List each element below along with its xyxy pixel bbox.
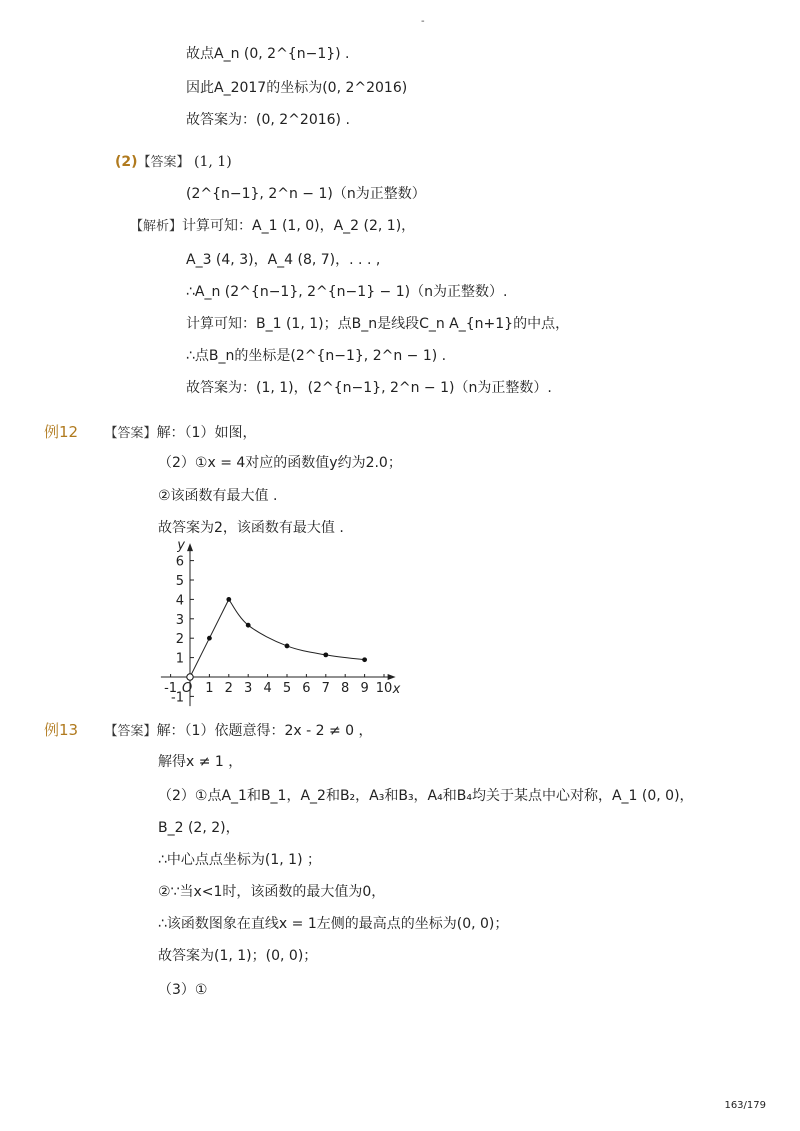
part1-line2: 因此A_2017的坐标为(0, 2^2016) — [186, 80, 408, 96]
data-point — [323, 652, 328, 657]
x-tick-label: 8 — [341, 681, 350, 696]
part2-answer1: (1, 1) — [194, 154, 232, 170]
ex13-heading — [44, 720, 373, 742]
ex13-line9: （3）① — [158, 982, 208, 998]
ex13-line3: （2）①点A_1和B_1，A_2和B₂，A₃和B₃，A₄和B₄均关于某点中心对称，A_1 (0, 0)， — [158, 788, 694, 804]
data-point — [285, 644, 290, 649]
analysis-line6: 故答案为：(1, 1)，(2^{n−1}, 2^n − 1)（n为正整数）. — [186, 380, 552, 396]
x-tick-label: 5 — [282, 681, 292, 696]
ex13-line8: 故答案为(1, 1)；(0, 0)； — [158, 948, 318, 964]
x-tick-label: 2 — [224, 681, 233, 696]
ex12-heading — [44, 422, 256, 444]
x-tick-label: 3 — [244, 681, 253, 696]
x-tick-label: -1 — [164, 681, 178, 696]
analysis-line5: ∴点B_n的坐标是(2^{n−1}, 2^n − 1) . — [186, 348, 447, 364]
data-point — [207, 636, 212, 641]
part2-number: (2) — [115, 154, 138, 170]
y-tick-label: 2 — [175, 632, 184, 648]
data-point — [246, 623, 251, 628]
answer-tag: 【答案】 — [137, 155, 190, 170]
ex13-label: 例13 — [44, 721, 79, 739]
ex13-line7: ∴该函数图象在直线x = 1左侧的最高点的坐标为(0, 0)； — [158, 916, 509, 932]
graph-curve — [229, 599, 365, 659]
analysis-line1 — [130, 216, 415, 237]
ex12-line1: 解：（1）如图， — [156, 425, 257, 441]
ex13-line6: ②∵当x<1时，该函数的最大值为0， — [158, 884, 386, 900]
ex12-line2: （2）①x = 4对应的函数值y约为2.0； — [158, 455, 402, 471]
x-tick-label: 9 — [360, 681, 369, 696]
x-axis-label: x — [392, 682, 401, 697]
part1-line3: 故答案为：(0, 2^2016) . — [186, 112, 350, 128]
origin-label: O — [182, 681, 193, 696]
analysis-tag: 【解析】 — [130, 219, 183, 234]
ex13-line4: B_2 (2, 2)， — [158, 820, 240, 836]
y-tick-label: 1 — [175, 651, 184, 667]
ex12-answer-tag: 【答案】 — [104, 426, 157, 441]
open-point — [187, 674, 193, 680]
function-graph — [150, 538, 415, 716]
analysis-text1: 计算可知：A_1 (1, 0)，A_2 (2, 1)， — [182, 218, 416, 234]
part2-heading — [115, 152, 232, 173]
x-tick-label: 1 — [205, 681, 214, 696]
ex13-line2: 解得x ≠ 1 ， — [158, 754, 243, 770]
part1-line1: 故点A_n (0, 2^{n−1}) . — [186, 46, 350, 62]
y-axis-arrow — [187, 543, 193, 551]
ex12-line3: ②该函数有最大值 . — [158, 488, 278, 504]
y-axis-label: y — [177, 538, 185, 554]
header-mark: - — [421, 16, 425, 27]
ex13-line5: ∴中心点点坐标为(1, 1) ； — [158, 852, 321, 868]
y-tick-label: -1 — [171, 690, 184, 706]
y-tick-label: 6 — [175, 554, 184, 570]
data-point — [226, 597, 231, 602]
y-tick-label: 5 — [175, 574, 184, 589]
ex12-line4: 故答案为2，该函数有最大值 . — [158, 520, 344, 536]
y-tick-label: 3 — [175, 612, 184, 628]
data-point — [362, 657, 367, 662]
ex13-line1: 解：（1）依题意得：2x - 2 ≠ 0 ， — [156, 723, 373, 739]
y-tick-label: 4 — [175, 593, 184, 609]
x-tick-label: 4 — [263, 681, 272, 696]
part2-answer2: (2^{n−1}, 2^n − 1)（n为正整数） — [186, 186, 426, 202]
analysis-line2: A_3 (4, 3)，A_4 (8, 7)，. . . , — [186, 252, 381, 268]
x-tick-label: 10 — [375, 681, 393, 696]
analysis-line3: ∴A_n (2^{n−1}, 2^{n−1} − 1)（n为正整数）. — [186, 284, 508, 300]
x-tick-label: 6 — [302, 681, 311, 696]
ex13-answer-tag: 【答案】 — [104, 724, 157, 739]
analysis-line4: 计算可知：B_1 (1, 1)；点B_n是线段C_n A_{n+1}的中点， — [186, 316, 570, 332]
x-axis-arrow — [388, 674, 396, 680]
x-tick-label: 7 — [321, 681, 330, 696]
ex12-label: 例12 — [44, 423, 79, 441]
page-number: 163/179 — [724, 1100, 766, 1111]
